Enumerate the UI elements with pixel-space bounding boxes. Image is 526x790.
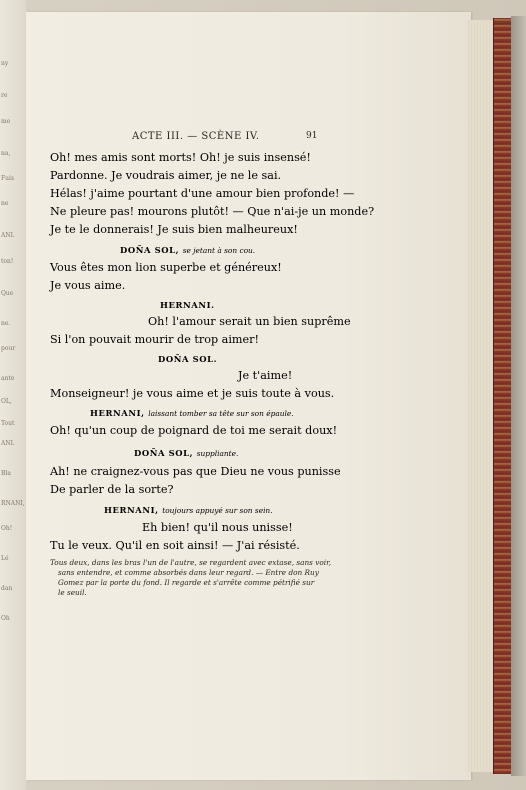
speaker-dona-sol: DOÑA SOL, suppliante.	[134, 448, 239, 458]
facing-page-fragment: me	[1, 118, 11, 125]
running-head: ACTE III. — SCÈNE IV.	[132, 131, 260, 142]
page-number: 91	[306, 131, 318, 141]
facing-page-fragment: na,	[1, 150, 11, 157]
facing-page-fragment: Fuis	[1, 175, 15, 182]
binding-shadow	[511, 16, 526, 776]
verse-line: Ne pleure pas! mourons plutôt! — Que n'ai-je un monde?	[50, 205, 375, 218]
speaker-hernani: HERNANI, toujours appuyé sur son sein.	[104, 505, 273, 515]
facing-page-fragment: Oh	[1, 615, 10, 622]
verse-line: Vous êtes mon lion superbe et généreux!	[50, 261, 282, 274]
facing-page-fragment: OL,	[1, 398, 12, 405]
verse-line: Oh! l'amour serait un bien suprême	[148, 315, 351, 328]
verse-line: Ah! ne craignez-vous pas que Dieu ne vous punisse	[50, 465, 341, 478]
facing-page-fragment: Lé	[1, 555, 9, 562]
stage-direction-inline: se jetant à son cou.	[182, 246, 256, 255]
verse-line: Hélas! j'aime pourtant d'une amour bien profonde! —	[50, 187, 355, 200]
stage-direction: Tous deux, dans les bras l'un de l'autre, se regardent avec extase, sans voir, sans entendre, et comme absorbés dans leur regard. — Entre don Ruy Gomez par la porte du fond. Il regarde et s'arrête comme pétrifié sur le seuil.	[50, 558, 332, 597]
facing-page-fragment: ton!	[1, 258, 14, 265]
verse-line: Oh! mes amis sont morts! Oh! je suis insensé!	[50, 151, 311, 164]
verse-line: De parler de la sorte?	[50, 483, 174, 496]
facing-page-fragment: Oh!	[1, 525, 13, 532]
facing-page-fragment: Tout	[1, 420, 15, 427]
verse-line: Je te le donnerais! Je suis bien malheureux!	[50, 223, 298, 236]
facing-page-edge	[0, 0, 26, 790]
speaker-hernani: HERNANI, laissant tomber sa tête sur son épaule.	[90, 408, 294, 418]
verse-line: Je t'aime!	[238, 369, 293, 382]
speaker-dona-sol: DOÑA SOL.	[158, 354, 218, 364]
facing-page-fragment: dan	[1, 585, 13, 592]
verse-line: Pardonne. Je voudrais aimer, je ne le sai.	[50, 169, 282, 182]
facing-page-fragment: pour	[1, 345, 16, 352]
facing-page-fragment: Bla	[1, 470, 11, 477]
stage-direction-inline: toujours appuyé sur son sein.	[162, 506, 273, 515]
facing-page-fragment: re	[1, 92, 8, 99]
verse-line: Oh! qu'un coup de poignard de toi me serait doux!	[50, 424, 338, 437]
stage-direction-inline: laissant tomber sa tête sur son épaule.	[148, 409, 294, 418]
stage-direction-inline: suppliante.	[196, 449, 239, 458]
facing-page-fragment: ANI.	[1, 232, 15, 239]
verse-line: Eh bien! qu'il nous unisse!	[142, 521, 293, 534]
verse-line: Je vous aime.	[50, 279, 126, 292]
verse-line: Si l'on pouvait mourir de trop aimer!	[50, 333, 260, 346]
facing-page-fragment: Que	[1, 290, 14, 297]
facing-page-fragment: ne.	[1, 320, 11, 327]
facing-page-fragment: RNANI,	[1, 500, 25, 507]
facing-page-fragment: ny	[1, 60, 9, 67]
page-edges	[468, 20, 496, 772]
facing-page-fragment: ante	[1, 375, 15, 382]
facing-page-fragment: ne	[1, 200, 9, 207]
verse-line: Tu le veux. Qu'il en soit ainsi! — J'ai résisté.	[50, 539, 300, 552]
book-binding	[493, 18, 512, 774]
speaker-dona-sol: DOÑA SOL, se jetant à son cou.	[120, 245, 256, 255]
speaker-hernani: HERNANI.	[160, 300, 215, 310]
verse-line: Monseigneur! je vous aime et je suis toute à vous.	[50, 387, 335, 400]
facing-page-fragment: ANI.	[1, 440, 15, 447]
